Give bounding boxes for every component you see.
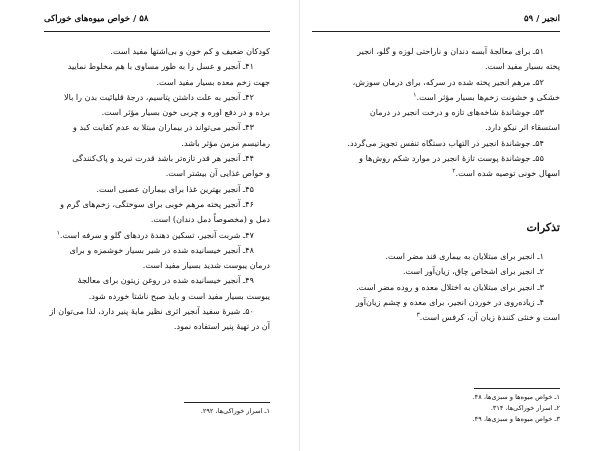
- text-line: [312, 75, 560, 90]
- note-line: [312, 310, 560, 325]
- text-line: [312, 105, 560, 120]
- text-line-text: ۴۳ـ آنجیر می‌تواند در بیماران مبتلا به عدم کفایت کبد و: [73, 122, 254, 133]
- note-line-text: ۳ـ انجیر برای مبتلایان به اختلال معده و روده مضر است.: [356, 281, 544, 292]
- text-line-text: ۴۴ـ آنجیر هر قدر تازه‌تر باشد قدرت تبرید و پاک‌کنندگی: [72, 153, 254, 164]
- notes-list: [312, 249, 560, 325]
- section-heading: تذکرات: [526, 221, 560, 234]
- text-line: [44, 44, 270, 59]
- footnote-marker: ۱: [56, 228, 60, 236]
- text-line-text: ۵۳ـ جوشاندهٔ شاخه‌های تازه و درخت انجیر در درمان: [369, 107, 544, 118]
- text-line: [312, 120, 560, 135]
- right-page: [300, 0, 600, 451]
- text-line: [44, 258, 270, 273]
- text-line-text: اسهال خونی توصیه شده است.: [455, 168, 560, 179]
- note-line-text: ۱ـ انجیر برای مبتلایان به بیماری قند مضر است.: [385, 251, 544, 261]
- text-line-text: کودکان ضعیف و کم خون و بی‌اشتها مفید است.: [110, 46, 270, 56]
- text-line: [44, 120, 270, 135]
- text-line-text: یبوست بسیار مفید است و باید صبح ناشتا خورده شود.: [88, 290, 270, 301]
- running-head: ۵۸ / خواص میوه‌های خوراکی: [44, 14, 149, 24]
- text-line: [44, 90, 270, 105]
- text-line-text: ۴۱ـ آنجیر و عسل را به طور مساوی با هم مخلوط نمایید: [67, 61, 254, 72]
- note-line-text: ۴ـ زیاده‌روی در خوردن انجیر، برای معده و چشم زیان‌آور: [355, 296, 544, 307]
- text-line: [44, 289, 270, 304]
- text-line: [44, 151, 270, 166]
- text-line: [312, 166, 560, 181]
- text-line-text: ۵۱ـ برای معالجهٔ آبسه دندان و ناراحتی لوزه و گلو، انجیر: [357, 46, 544, 56]
- text-line: [312, 44, 560, 59]
- text-line-text: ۵۰ـ شیرهٔ سفید آنجیر اثری نظیر مایهٔ پنیر دارد، لذا می‌توان از: [49, 306, 254, 317]
- text-line-text: خشکی و خشونت زخم‌ها بسیار مؤثر است.: [416, 91, 560, 102]
- text-line: [44, 166, 270, 181]
- text-line-text: ۵۲ـ مرهم انجیر پخته شده در سرکه، برای درمان سوزش،: [352, 76, 544, 87]
- text-line-text: جهت زخم معده بسیار مفید است.: [156, 76, 270, 87]
- footnote-rule: [474, 388, 560, 389]
- header-rule: [44, 31, 270, 32]
- footnote-marker: ۳: [416, 311, 420, 319]
- footnote: ۱ـ خواص میوه‌ها و سبزی‌ها، ۴۸.: [472, 393, 560, 401]
- footnote: ۱ـ اسرار خوراکی‌ها، ۲۹۲.: [200, 407, 270, 415]
- text-line-text: برده و در دفع اوره و چربی خون بسیار مؤثر است.: [101, 107, 270, 118]
- text-line: [44, 136, 270, 151]
- text-line-text: ۴۸ـ آنجیر خیسانیده شده در شیر بسیار خوشمزه و برای: [69, 244, 254, 255]
- text-line: [44, 182, 270, 197]
- text-line: [44, 228, 270, 243]
- body-text: [44, 44, 270, 335]
- text-line-text: و خواص غذایی آن بیشتر است.: [165, 168, 270, 179]
- text-line-text: آن در تهیهٔ پنیر استفاده نمود.: [173, 321, 270, 332]
- text-line-text: ۴۶ـ آنجیر پخته مرهم خوبی برای سوختگی، زخم‌های گرم و: [60, 198, 254, 209]
- text-line-text: ۴۷ـ شربت آنجیر، تسکین دهندهٔ دردهای گلو و سرفه است.: [59, 229, 254, 240]
- text-line: [44, 75, 270, 90]
- running-head: انجیر / ۵۹: [523, 14, 560, 24]
- header-rule: [312, 31, 560, 32]
- footnote-marker: ۱: [413, 91, 417, 99]
- text-line: [44, 105, 270, 120]
- text-line-text: پخته بسیار مفید است.: [485, 61, 560, 72]
- footnote: ۲ـ اسرار خوراکی‌ها، ۳۱۴.: [490, 404, 560, 412]
- text-line: [44, 243, 270, 258]
- text-line-text: رماتیسم مزمن مؤثر باشد.: [181, 137, 270, 148]
- text-line-text: استسقاء اثر نیکو دارد.: [484, 122, 560, 133]
- text-line: [44, 197, 270, 212]
- text-line-text: ۴۹ـ آنجیر خیسانیده شده در روغن زیتون برای معالجهٔ: [77, 275, 254, 286]
- footnotes: [201, 406, 270, 417]
- text-line: [44, 212, 270, 227]
- note-line: [312, 280, 560, 295]
- text-line: [44, 59, 270, 74]
- text-line: [44, 319, 270, 334]
- text-line: [44, 273, 270, 288]
- text-line: [312, 90, 560, 105]
- note-line: [312, 295, 560, 310]
- footnote-marker: ۲: [452, 167, 456, 175]
- text-line-text: دمل و (مخصوصاً دمل دندان) است.: [150, 214, 270, 225]
- text-line: [312, 151, 560, 166]
- text-line: [312, 59, 560, 74]
- text-line-text: ۵۴ـ جوشاندهٔ انجیر در التهاب دستگاه تنفس تجویز می‌گردد.: [347, 137, 544, 148]
- note-line-text: است و خنثی کنندهٔ زیان آن، کرفس است.: [419, 312, 560, 323]
- text-line: [312, 136, 560, 151]
- note-line: [312, 249, 560, 264]
- text-line-text: ۴۲ـ آنجیر به علت داشتن پتاسیم، درجهٔ قلیائیت بدن را بالا: [64, 91, 254, 102]
- text-line-text: درمان یبوست شدید بسیار مفید است.: [142, 260, 270, 271]
- text-line-text: ۵۵ـ جوشاندهٔ پوست تازهٔ انجیر در موارد شکم روش‌ها و: [359, 153, 544, 164]
- footnote-rule: [184, 402, 270, 403]
- footnotes: [473, 392, 560, 425]
- text-line-text: ۴۵ـ آنجیر بهترین غذا برای بیماران عصبی است.: [96, 183, 254, 194]
- note-line: [312, 264, 560, 279]
- footnote: ۳ـ خواص میوه‌ها و سبزی‌ها، ۴۹.: [472, 415, 560, 423]
- body-text: [312, 44, 560, 182]
- text-line: [44, 304, 270, 319]
- note-line-text: ۲ـ انجیر برای اشخاص چاق، زیان‌آور است.: [402, 266, 544, 277]
